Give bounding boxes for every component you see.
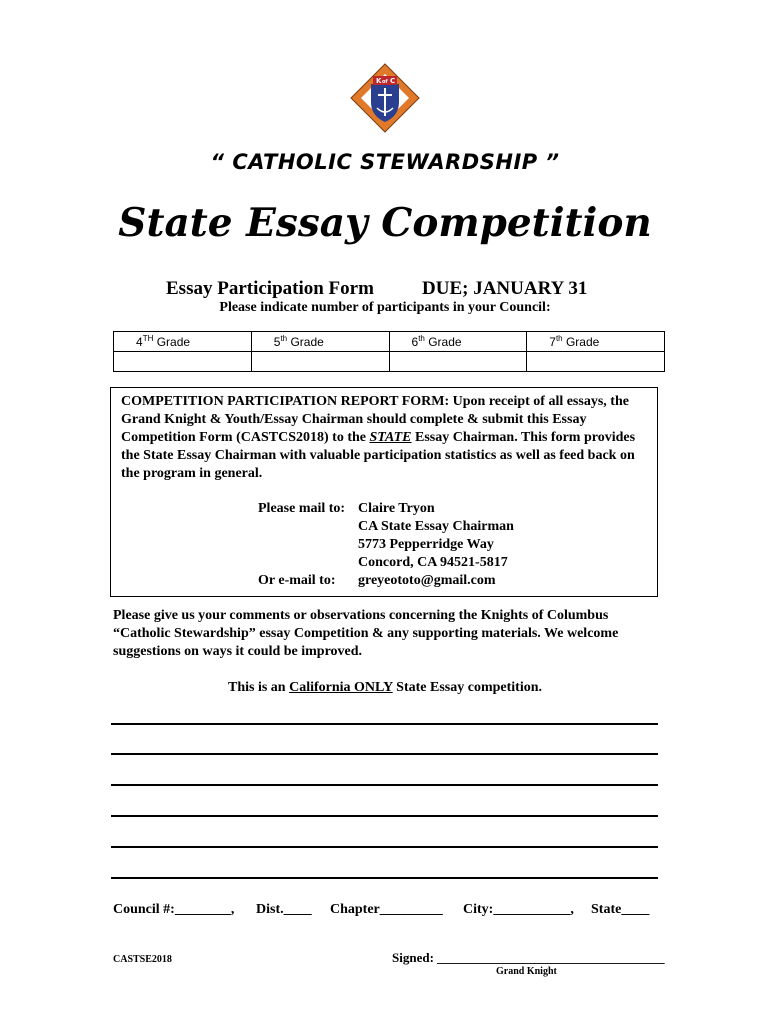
state-field[interactable]: State____ [591,902,650,917]
email-label: Or e-mail to: [258,573,336,588]
comment-line[interactable] [111,815,658,817]
comment-line[interactable] [111,723,658,725]
grade-5-header: 5th Grade [251,332,389,352]
comment-line[interactable] [111,784,658,786]
grade-count-row [114,352,665,372]
comment-line[interactable] [111,846,658,848]
signature-field[interactable]: Signed: ___________________________________ [392,950,665,965]
mail-label: Please mail to: [258,501,346,516]
grade-participants-table [113,331,665,372]
mailing-address [358,500,514,572]
participants-instruction: Please indicate number of participants in your Council: [219,300,551,315]
knights-of-columbus-emblem [349,62,421,134]
grade-4-count-cell[interactable] [114,352,252,372]
district-field[interactable]: Dist.____ [256,902,312,917]
grade-7-header: 7th Grade [527,332,665,352]
grand-knight-label: Grand Knight [496,966,557,977]
grade-5-count-cell[interactable] [251,352,389,372]
form-code: CASTSE2018 [113,954,172,965]
chairman-name: Claire Tryon [358,501,435,516]
page-title: State Essay Competition [118,200,652,246]
form-name: Essay Participation Form [166,278,374,299]
grade-6-header: 6th Grade [389,332,527,352]
chapter-field[interactable]: Chapter_________ [330,902,443,917]
svg-text:of: of [382,79,388,85]
address-street: 5773 Pepperridge Way [358,537,494,552]
city-field[interactable]: City:___________, [463,902,574,917]
comments-request: Please give us your comments or observations concerning the Knights of Columbus “Catholic Stewardship” essay Competition & any supporting materials. We welcome suggestions on ways it could be improved. [113,608,619,659]
california-only-note: This is an California ONLY State Essay competition. [227,680,542,695]
report-instructions: COMPETITION PARTICIPATION REPORT FORM: Upon receipt of all essays, the Grand Knight & Youth/Essay Chairman should complete & submit this Essay Competition Form (CASTCS2018) to the STATE Essay Chairman. This form provides the State Essay Chairman with valuable participation statistics as well as feed back on the program in general. [121,394,636,481]
chairman-role: CA State Essay Chairman [358,519,514,534]
due-date: DUE; JANUARY 31 [422,278,588,299]
grade-6-count-cell[interactable] [389,352,527,372]
chairman-email: greyeototo@gmail.com [358,573,496,588]
svg-text:C: C [390,77,396,85]
address-city: Concord, CA 94521-5817 [358,555,508,570]
subtitle: “ CATHOLIC STEWARDSHIP ” [210,150,560,174]
grade-7-count-cell[interactable] [527,352,665,372]
svg-text:K: K [376,77,382,85]
comment-line[interactable] [111,877,658,879]
grade-4-header: 4TH Grade [114,332,252,352]
comment-line[interactable] [111,753,658,755]
council-number-field[interactable]: Council #:________, [113,902,235,917]
grade-header-row [114,332,665,352]
